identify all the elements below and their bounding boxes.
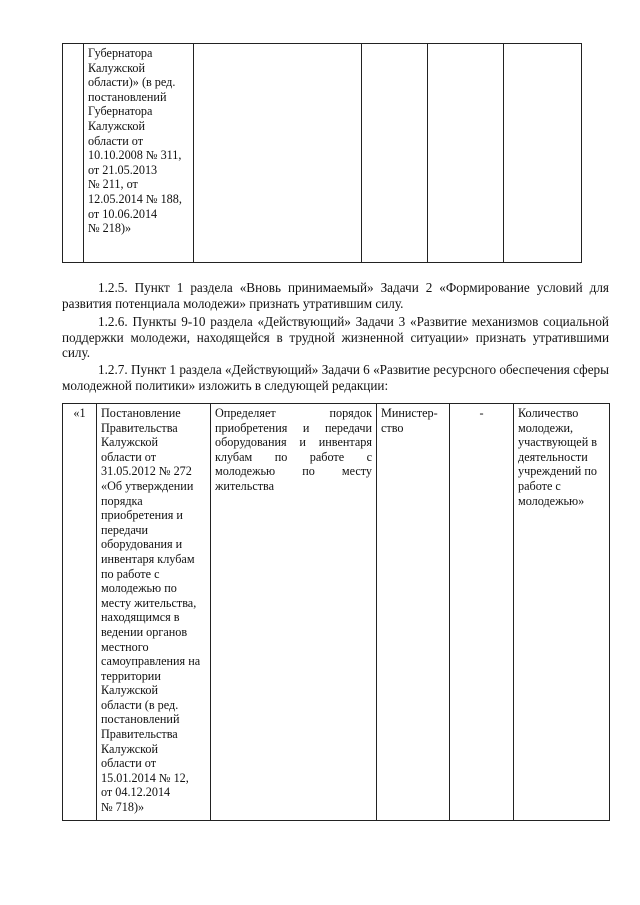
indicator-cell — [514, 404, 610, 821]
indicator-cell — [504, 44, 582, 263]
paragraph-text: 1.2.7. Пункт 1 раздела «Действующий» Задачи 6 «Развитие ресурсного обеспечения сферы молодежной политики» изложить в следующей редакции: — [62, 362, 610, 393]
purpose-line: Определяет порядок — [215, 406, 372, 420]
paragraph-1-2-5 — [62, 280, 609, 311]
term-cell — [450, 404, 514, 821]
purpose-line: оборудования и инвентаря — [215, 435, 372, 450]
purpose-line: жительства — [215, 478, 275, 493]
row-number-cell — [63, 404, 97, 821]
paragraph-1-2-6 — [62, 314, 609, 361]
purpose-line: молодежью по месту — [215, 464, 372, 479]
dash-text: - — [479, 406, 484, 420]
paragraph-1-2-7 — [62, 362, 609, 393]
purpose-cell — [211, 404, 377, 821]
continued-table — [62, 43, 582, 263]
indicator-text: Количество молодежи, участвующей в деятельности учреждений по работе с молодежью» — [518, 406, 598, 508]
responsible-text: Министер- ство — [381, 406, 438, 435]
document-text: Постановление Правительства Калужской области от 31.05.2012 № 272 «Об утверждении порядка приобретения и передачи оборудования и инвентаря клубам по работе с молодежью по месту жительства, находящимся в ведении органов местного самоуправления на территории Калужской области (в ред. постановлений Правительства Калужской области от 15.01.2014 № 12, от 04.12.2014 № 718)» — [101, 406, 201, 815]
document-cell — [97, 404, 211, 821]
purpose-cell — [194, 44, 362, 263]
paragraph-text: 1.2.5. Пункт 1 раздела «Вновь принимаемый» Задачи 2 «Формирование условий для развития потенциала молодежи» признать утратившим силу. — [62, 280, 609, 311]
row-number: «1 — [73, 406, 86, 420]
responsible-cell — [362, 44, 428, 263]
purpose-line: приобретения и передачи — [215, 420, 372, 435]
document-text: Губернатора Калужской области)» (в ред. постановлений Губернатора Калужской области от 10.10.2008 № 311, от 21.05.2013 № 211, от 12.05.2014 № 188, от 10.06.2014 № 218)» — [88, 46, 182, 236]
row-number-cell — [63, 44, 84, 263]
purpose-line: клубам по работе с — [215, 449, 372, 464]
table-row — [63, 404, 610, 821]
new-edition-table — [62, 403, 610, 821]
paragraph-text: 1.2.6. Пункты 9-10 раздела «Действующий» Задачи 3 «Развитие механизмов социальной поддержки молодежи, находящейся в трудной жизненной ситуации» признать утратившими силу. — [62, 314, 609, 360]
table-row — [63, 44, 582, 263]
document-cell — [84, 44, 194, 263]
term-cell — [428, 44, 504, 263]
responsible-cell — [377, 404, 450, 821]
